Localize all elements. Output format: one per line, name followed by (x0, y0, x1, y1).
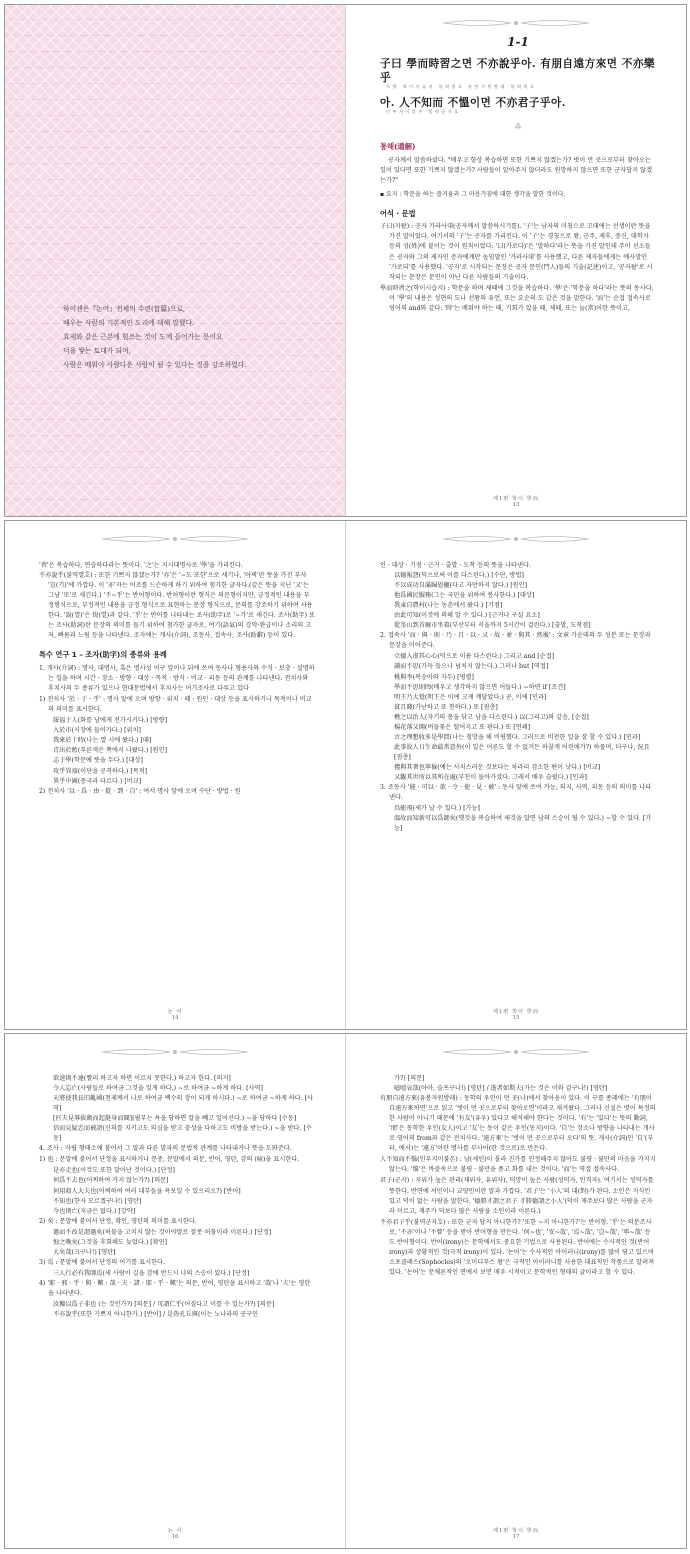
example-line: 令人忘亡(사람들로 하여금 그것을 잊게 하다.) ~로 하여금 ~하게 하다. [사역] (53, 1085, 263, 1093)
heading-word-grammar: 어석 · 문법 (380, 208, 416, 218)
example-line: 噫嘻哀哉(아아, 슬프구나!) [영탄] / 逝者如斯夫(가는 것은 이와 같구나!) [영탄] (394, 1085, 608, 1093)
example-line: 我東自農村(나는 농촌에서 왔다.) [기점] (394, 602, 503, 610)
footer-chapter-label: 제1편 학이 學而 (492, 1528, 540, 1534)
footer-chapter-label: 제1편 학이 學而 (492, 1009, 540, 1015)
example-line: 天將使我長旧亂國(천제께서 나로 하여금 백수의 장이 되게 하시다.) ~로 하여금 ~하게 하다. [사역] (53, 1095, 314, 1113)
example-line: 學而不思則罔(배우고 생각하지 않으면 어둡다.) ~하면 if [조건] (394, 683, 566, 691)
chapter-intro-quote (63, 303, 247, 373)
example-line: 信而見疑忠而被謗(신의를 지키고도 의심을 받고 충성을 다하고도 비방을 받는다.) ~을 받다. [수동] (53, 1125, 312, 1143)
ornament-flourish-icon (441, 17, 591, 29)
page-footer (346, 1008, 686, 1021)
quote-line: 효제와 같은 근본에 힘쓰는 것이 도에 들어가는 문이요 (63, 332, 223, 341)
example-line: 桃與李(복숭아와 자두) [병렬] (394, 673, 474, 681)
example-line: 由此可知(이것에 의해 알 수 있다.) [근거나 구실 요소] (394, 612, 540, 620)
hanja-text-line: 아. 人不知而 不慍이면 不亦君子乎아. (380, 96, 566, 109)
example-line: 攻乎異端(이단을 공격하다.) [목적] (53, 767, 148, 775)
spread-pages-12-13 (4, 4, 687, 517)
example-line: 不亦說乎(또한 기쁘지 아니한가.) [반어] / 是魯孔丘與(이는 노나라의 공구인 (53, 1311, 259, 1319)
example-line: 禮與其奢也寧儉(예는 사치스러운 것보다는 차라리 검소한 편이 낫다.) [비교] (394, 763, 601, 771)
example-line: 가?) [의문] (394, 1075, 425, 1082)
page-footer (346, 1527, 686, 1540)
example-line: 是亦走也(이것도 또한 달아난 것이다.) [단정] (53, 1167, 175, 1175)
grammar-point: 1) 也 : 문말에 붙어서 단정을 표시하거나 문중, 문말에서 의문, 반어, 영탄, 감의 (咏)을 표시한다. (39, 1156, 300, 1164)
example-line: 貧且賤(가난하고 또 천하다.) 또 [점층] (394, 703, 498, 711)
example-line: 大矣哉(크구나!) [영탄] (53, 1248, 116, 1256)
glossary-entry: 不亦說乎(불역열호) : 또한 기쁘지 않겠는가? '亦'은 '~도 또한'으로 새기나, '어찌'란 뜻을 가진 부사 '豈(기)'에 가깝다. 이 '亦'자는 어조를 느슨하게 하기 위하여 첨가한 글자다.(같은 뜻을 지닌 '又'는 그냥 '또'로 새긴다.) '不~乎'는 반어형이다. 반어형이란 형식은 의문형이지만, 긍정적인 내용을 부정형식으로, 부정적인 내용을 긍정 형식으로 표현하는 문장 형식으로, 문의를 강조하기 위하여 사용한다. '說(열)'은 悅(열)과 같다. '乎'는 반어를 나타내는 조사(助字)로 '~가'로 새긴다. 조사(助字) 또는 조사(助詞)란 문장의 의미를 돕기 위하여 첨가한 글자로, 여기(語氣)의 강약·완급이나 소리의 고저, 빠름과 느림 등을 나타낸다. 조자에는 개사(介詞), 조동사, 접속사, 조사(助辭) 등이 있다. (39, 572, 315, 640)
page-number: 13 (512, 502, 520, 508)
example-line: 以德報怨(덕으로써 이를 다스린다.) [수단, 방법] (394, 572, 524, 580)
glossary-entry: 有朋自遠方來(유붕자원방래) : 동학의 우인이 먼 곳(나)에서 찾아옴이 있다. 이 구를 종래에는 '有朋이 自遠方來하면'으로 읽고 '벗이 먼 곳으로부터 찾아오면'이라고 새겨왔다. 그러나 신설은 벗이 특정의 한 사람이 아니기 때문에 '有友'(유우) 있다고 해석해야 한다는 것이다. '有'는 '있다'는 뜻의 動詞, '朋'은 동학한 우인(友人)이고 '友'는 동이 같은 우인(동지)이다. '自'는 장소나 방향을 나타내는 개사로 영어의 from과 같은 전치사다. '遠方來'는 '벗이 먼 곳으로부터 오다'의 뜻. 개사(介詞)인 '自'(부터, 에서)는 '遠方'이란 명사를 부사어(란 것으로)로 만든다. (380, 1095, 656, 1153)
page-footer (5, 1527, 345, 1540)
example-line: 鳥能飛(새가 날 수 있다.) [가능] (394, 805, 480, 813)
grammar-point: 2) 전치사 '以 · 爲 · 由 · 從 · 到 · 自' : 여서 명사 앞에 오며 수단 · 방법 · 원 (39, 787, 241, 795)
example-line: 讀而不思(가득 들으나 넘치지 않는다.) 그러나 but [역접] (394, 663, 549, 671)
example-line: 志于學(학문에 뜻을 두다.) [대상] (53, 757, 143, 765)
summary-note: ▪ 요지 : 학문을 하는 즐거움과 그 마음가짐에 대한 생각을 말한 것이다. (380, 191, 566, 199)
example-line: 此事故人日生命最常意外(이 일은 어른도 할 수 없거든 하찮게 어린애가?) 하물며, 더구나, 況且 [점층] (394, 743, 650, 761)
example-line: [匹夫見辱拔劍而起挺身而鬪](필부는 욕을 당하면 칼을 빼고 일어선다.) ~을 당하다 [수동] (53, 1115, 297, 1123)
grammar-point: 1) 전치사 '於 · 于 · 乎' : 명사 앞에 오며 방향 · 위치 · 때 · 원인 · 대상 등을 표시하거나 목적이나 비교의 의미를 표시한다. (39, 696, 312, 714)
grammar-point: 2. 접속사 '而 · 與 · 則 · 乃 · 且 · 以 · 又 · 故 · 並 · 與其 · 然後' : 文章 가운데의 두 성분 또는 문장과 문장을 이어준다. (380, 632, 651, 650)
glossary-entry: 人不知而不慍(인부지이불온) : 남(세인)이 몰라 진가를 인정해주지 않아도 불평 · 불만의 마음을 가지지 않는다. '慍'은 바즐속으로 불평 · 불만을 품고 화를 내는 것이다. '而'는 역접 접속사다. (380, 1156, 656, 1174)
spread-pages-16-17 (4, 1033, 687, 1549)
glossary-entry: 學而時習之(학이시습지) : 학문을 하며 제때에 그것을 복습하다. '學'은 '학문을 하다'라는 뜻의 동사다. 이 '學'의 내용은 성현의 도나 선왕의 유언, 또는 요순의 도 같은 것을 말한다. '而'는 순접 접속사로 영어의 and와 같다. '時'는 배워야 하는 때, 기회가 있을 때, 제때, 또는 늘(常)이란 뜻이고, (380, 284, 654, 312)
example-line: 又觀其世所以其所在處(부친이 돌아가셨다. 그래서 배우 슬펐다.) [인과] (394, 773, 587, 781)
ornament-flourish-icon (441, 1046, 591, 1058)
spread-pages-14-15 (4, 520, 687, 1030)
page-14 (5, 521, 345, 1029)
example-line: 溫故而知新可以爲師矣(옛것을 복습하여 새것을 알면 남의 스승이 될 수 있다.) ~할 수 있다. [가능] (394, 815, 652, 833)
decorative-pattern-page (5, 5, 345, 516)
example-line: 古之理想收多是學問(나는 철망을 해 비평했다. 그러므로 비천한 일을 잘 할 수 있다.) [인과] (394, 733, 641, 741)
ornament-dot-icon: ⁂ (514, 122, 522, 131)
example-line: 青出於藍(푸른색은 쪽에서 나왔다.) [원인] (53, 747, 167, 755)
hanja-reading-line: 자왈 학이시습지 불역열호 유붕자원방래 불역락호 (386, 83, 537, 89)
example-line: 明王乃大覺(明王은 이에 크게 깨달았다.) 곧, 이에 [인과] (394, 693, 547, 701)
grammar-point: 3) 焉 : 문말에 붙어서 단정의 어기를 표시한다. (39, 1258, 165, 1266)
example-line: 樵之以治人(자기의 몸을 닦고 남을 다스린다.) 以(그리고)와 같음, [순접] (394, 713, 589, 721)
glossary-entry: 子曰(자왈) : 공자 가라사대(공자께서 말씀하시기를). '子'는 남자의 미칭으로 고대에는 선생이란 뜻을 가진 말이었다. 여기서의 '子'는 공자를 가리킨다. 이 '子'는 경칭으로 왕, 군주, 제후, 중신, 대학자 등의 성(姓)에 붙이는 것이 원칙이었다. '曰(가로다)'은 '말하다'라는 뜻을 가진 말인데 주이 선소들은 공자와 그의 제자인 증자에게만 높임말인 '가라사대'를 사용했고, 다른 제자들에게는 예사말인 '가로되'를 사용했다. '공자'로 시작되는 문장은 공자 문인(門人)들의 기술(記述)이고, '공자왈'로 시작되는 문장은 문인이 아닌 다른 사람들의 기술이다. (380, 223, 653, 281)
example-line: 三人行必有我師焉(세 사람이 길을 감에 반드시 나의 스승이 있다.) [단정] (53, 1269, 250, 1277)
example-line: 今也則亡(지금은 없다.) [강약] (53, 1207, 136, 1215)
example-line: 他爲國民服務(그는 국민을 위하여 봉사한다.) [대상] (394, 592, 535, 600)
ornament-flourish-icon (100, 1046, 250, 1058)
text-line: 인 · 대상 · 기점 · 근거 · 출발 · 도착 등의 뜻을 나타낸다. (380, 562, 531, 569)
example-line: 悔之晚矣(그것을 후회해도 늦었다.) [확인] (53, 1238, 167, 1246)
text-line: '習'은 복습하다, 연습하다라는 뜻이다. '之'는 지시대명사로 '學'을 가리킨다. (39, 562, 243, 569)
example-line: 入於市(시장에 들어가다.) [위치] (53, 727, 141, 735)
translation-paragraph: 공자께서 말씀하셨다. "배우고 항상 복습하면 또한 기쁘지 않겠는가? 벗이 먼 곳으로부터 찾아오는 일이 있다면 또한 기쁘지 않겠는가? 사람들이 알아주지 않더라도 원망하지 않으면 또한 군자답지 않겠는가?" (380, 156, 652, 184)
page-number: 15 (512, 1015, 520, 1021)
glossary-entry: 君子(군자) : 지위가 높은 관리(재위자, 유위자), 덕망이 높은 사람(성덕자, 인격자). 여기서는 성덕자를 뜻한다. 반면에 서민이나 교양인이란 말과 가깝다. '君子'는 '小人'의 대(對)가 된다. 소인은 지식인 있고 덕이 없는 사람을 말한다. '德勝才謂之君子 才勝德謂之小人'(덕이 재주보다 많은 사람을 군자라 이르고, 재주가 덕보다 많은 사람을 소인이라 이른다.) (380, 1177, 654, 1215)
page-number: 17 (512, 1534, 520, 1540)
example-line: 不知也(한자 모르겠구나!) [영탄] (53, 1197, 142, 1205)
page-number: 14 (171, 1015, 179, 1021)
page-15 (346, 521, 686, 1029)
example-line: 何用殺人大夫也(어찌하여 여러 대부들을 욕보일 수 있으리오?) [반어] (53, 1187, 241, 1195)
example-line: 綏福于人(화를 남에게 전가시키다.) [방향] (53, 717, 167, 725)
example-line: 過而不改是謂過矣(허물을 고치지 않는 것이야말로 잘못 허물이라 이른다.) [단정] (53, 1228, 272, 1236)
example-line: 從釜山到首爾市坐着(부산부터 서울까지 5시간이 걸린다.) [출발, 도착점] (394, 622, 591, 630)
example-line: 立德入虚其心心(덕으로 이름 다스린다.) 그리고 and [순접] (394, 653, 555, 661)
glossary-entry: 不亦君子乎(불역군자호) : 또한 군자 답지 아니한가? '또한 ~지 아니한가?'는 반어형. '乎'는 의문조사로, '不亦'이나 '不曾' 등을 받아 반어형을 만든다. '何~也', '安~哉', '焉~哉', '豈~哉', '寧~哉' 등도 반어형이다. 반어(irony)는 문학에서도 중요한 기법으로 사용된다. 반어에는 수사적인 것(반어 irony)과 상황적인 것(극적 irony)이 있다. '논어'는 수사적인 아이러니(irony)를 많이 담고 있으며 소포클레스(Sophocles)의 '오이디푸스 왕'은 극적인 아이러니를 사용한 대표적인 작품으로 알려져 있다. '논어'는 문체론적인 면에서 보면 매우 시적이고 문학적인 형태의 글이라고 할 수 있다. (380, 1218, 655, 1276)
page-footer (5, 1008, 345, 1021)
example-line: 我來於十時(나는 열 시에 왔다.) [때] (53, 737, 152, 745)
grammar-point: 4. 조사 : 자립 형태소에 붙어서 그 말과 다른 말과의 문법적 관계를 나타내거나 뜻을 도와준다. (39, 1145, 292, 1153)
example-line: 異乎中國(중국과 다르다.) [비교] (53, 777, 142, 785)
hanja-text-line: 子曰 學而時習之면 不亦說乎아. 有朋自遠方來면 不亦樂乎 (380, 58, 656, 84)
quote-line: 덕을 쌓는 토대가 되며, (63, 346, 131, 355)
page-number: 16 (171, 1534, 179, 1540)
quote-line: 배우는 사람의 기본적인 도리에 대해 말했다. (63, 318, 195, 327)
page-16 (5, 1034, 345, 1548)
ornament-flourish-icon (441, 533, 591, 545)
grammar-point: 3. 조동사 '能 · 可以 · 欲 · 令 · 使 · 見 · 被' : 동사 앞에 쓰여 가능, 의지, 사역, 피동 등의 의미를 나타낸다. (380, 784, 652, 802)
grammar-point: 2) 矣 : 문말에 붙어서 단정, 확인, 영탄의 의미를 표시한다. (39, 1217, 197, 1225)
quote-line: 하이젠은『논어』전체의 수련(首篇)으로, (63, 305, 186, 313)
page-footer (346, 495, 686, 508)
example-line: 欲速則不達(빨리 하고자 하면 이르지 못한다.) 하고자 한다. [의지] (53, 1075, 231, 1082)
example-line: 汝獨以爲子非也 (는 것인가?) [의문] / 可謂仁乎(어질다고 이를 수 있는가?) [의문] (53, 1301, 275, 1309)
example-line: 不以成功自滿歸恩寵(다고 자만하지 않다.) [원인] (394, 582, 527, 590)
footer-book-label: 논 어 (167, 1528, 183, 1534)
footer-book-label: 논 어 (167, 1009, 183, 1015)
page-13 (346, 5, 686, 516)
heading-special-study: 특수 연구 1 – 조자(助字)의 종류와 용례 (39, 650, 167, 660)
section-number: 1-1 (507, 35, 529, 49)
grammar-point: 4) '耶 · 邪 · 乎 · 與 · 歟 · 哉 · 夫 · 諸 · 耶 · 乎 · 歟'는 의문, 반어, 영탄을 표시하고 '哉'나 '夫'는 영탄을 나타낸다. (39, 1279, 311, 1297)
example-line: 何爲不去也(어찌하여 가지 않는가?) [의문] (53, 1177, 169, 1185)
example-line: 楊花落又開(버들꽃은 떨어지고 또 핀다.) 또 [연쇄] (394, 723, 531, 731)
grammar-point: 1. 개사(介詞) : 명사, 대명사, 혹은 명사성 어구 앞이나 뒤에 쓰여 동사나 형용사와 수식 · 보충 · 설명하는 일을 하며 시간 · 장소 · 방향 · 대상 · 목적 · 방식 · 비교 · 피동 등의 관계를 나타낸다. 전치사와 후치사의 두 종류가 있으나 현대문법에서 후치사는 어기조사로 다루고 있다 (39, 665, 315, 693)
footer-chapter-label: 제1편 학이 學而 (492, 496, 540, 502)
page-17 (346, 1034, 686, 1548)
ornament-flourish-icon (100, 533, 250, 545)
heading-general-translation: 통해(通解) (380, 142, 416, 152)
hanja-reading-line: 인부지이불온 불역군자호 (386, 108, 461, 114)
quote-line: 사람은 배워야 사람다운 사람이 될 수 있다는 것을 강조하였다. (63, 360, 247, 369)
